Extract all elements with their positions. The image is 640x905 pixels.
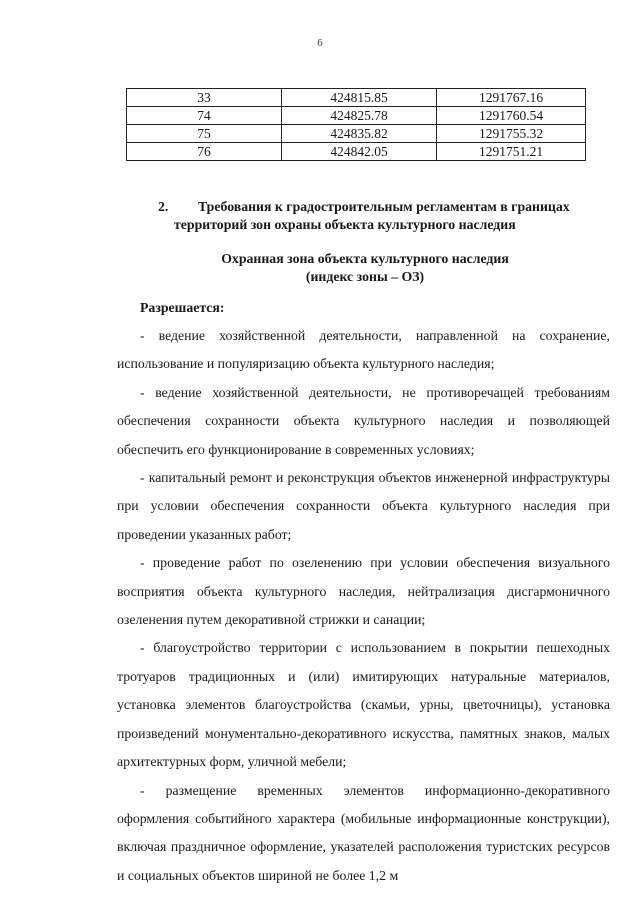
y-coordinate-cell: 1291755.32 <box>437 125 586 143</box>
y-coordinate-cell: 1291760.54 <box>437 107 586 125</box>
page-number: 6 <box>317 37 323 49</box>
section-title-line2: территорий зон охраны объекта культурного наследия <box>174 217 516 232</box>
x-coordinate-cell: 424842.05 <box>282 143 437 161</box>
paragraph: - проведение работ по озеленению при условии обеспечения визуального восприятия объекта культурного наследия, нейтрализация дисгармоничного озеленения путем декоративной стрижки и санации; <box>117 555 610 628</box>
point-number-cell: 74 <box>127 107 282 125</box>
paragraph: - размещение временных элементов информационно-декоративного оформления событийного характера (мобильные информационные конструкции), включая праздничное оформление, указателей расположения туристских ресурсов и социальных объектов шириной не более 1,2 м <box>117 782 610 883</box>
body-text <box>117 322 610 890</box>
coordinates-table <box>126 88 586 161</box>
point-number-cell: 75 <box>127 125 282 143</box>
zone-title-line2: (индекс зоны – ОЗ) <box>305 269 425 284</box>
point-number-cell: 33 <box>127 89 282 107</box>
table-row <box>127 143 586 161</box>
paragraph: - капитальный ремонт и реконструкция объектов инженерной инфраструктуры при условии обеспечения сохранности объекта культурного наследия при проведении указанных работ; <box>117 470 610 542</box>
allowed-heading: Разрешается: <box>140 300 225 315</box>
zone-title-line1: Охранная зона объекта культурного наследия <box>221 251 509 266</box>
section-title-line1: Требования к градостроительным регламентам в границах <box>198 199 570 214</box>
paragraph: - ведение хозяйственной деятельности, направленной на сохранение, использование и популяризацию объекта культурного наследия; <box>117 328 610 372</box>
section-number: 2. <box>158 199 169 214</box>
y-coordinate-cell: 1291751.21 <box>437 143 586 161</box>
table-row <box>127 89 586 107</box>
x-coordinate-cell: 424815.85 <box>282 89 437 107</box>
x-coordinate-cell: 424835.82 <box>282 125 437 143</box>
y-coordinate-cell: 1291767.16 <box>437 89 586 107</box>
x-coordinate-cell: 424825.78 <box>282 107 437 125</box>
paragraph: - благоустройство территории с использованием в покрытии пешеходных тротуаров традиционных и (или) имитирующих натуральные материалов, установка элементов благоустройства (скамьи, урны, цветочницы), установка произведений монументально-декоративного искусства, памятных знаков, малых архитектурных форм, уличной мебели; <box>117 640 610 770</box>
zone-title <box>120 250 610 286</box>
table-row <box>127 107 586 125</box>
paragraph: - ведение хозяйственной деятельности, не противоречащей требованиям обеспечения сохранности объекта культурного наследия и позволяющей обеспечить его функционирование в современных условиях; <box>117 384 610 457</box>
table-row <box>127 125 586 143</box>
point-number-cell: 76 <box>127 143 282 161</box>
